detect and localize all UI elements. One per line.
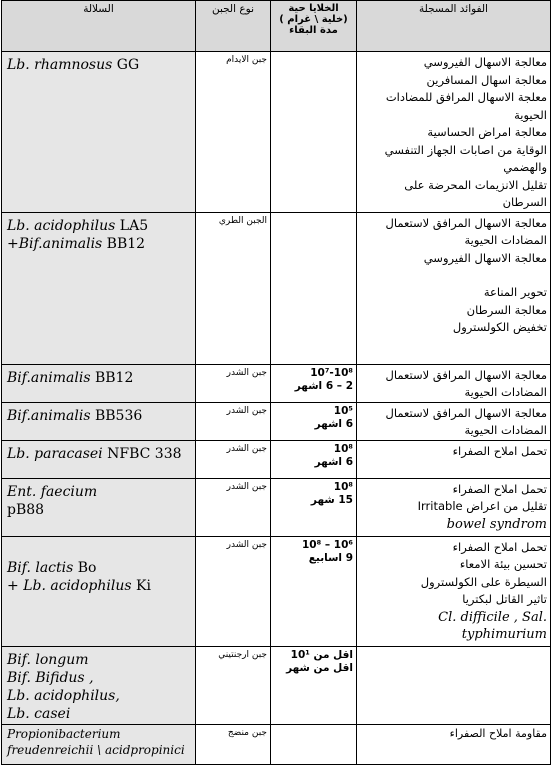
benefits-cell bbox=[357, 402, 551, 440]
benefit-line: معالجة الاسهال المرافق لاستعمال bbox=[385, 367, 547, 382]
strain-text: Bif.animalis bbox=[7, 407, 91, 424]
benefit-line: bowel syndrom bbox=[446, 516, 547, 532]
cells-cell bbox=[271, 724, 357, 764]
cheese-type-cell: جبن الايدام bbox=[196, 52, 271, 213]
strain-cell bbox=[2, 646, 196, 724]
benefit-line: تاثير القاتل لبكتريا bbox=[462, 592, 547, 606]
strain-text: freudenreichii \ acidpropinici bbox=[7, 742, 185, 757]
strain-text: pB88 bbox=[7, 501, 45, 518]
cells-cell bbox=[271, 478, 357, 536]
header-cells-line: (خلية \ غرام ) bbox=[279, 14, 348, 25]
strain-text: BB536 bbox=[90, 407, 143, 424]
strain-cell bbox=[2, 364, 196, 402]
strain-text: Propionibacterium bbox=[7, 726, 121, 741]
benefit-line: تحمل املاح الصفراء bbox=[452, 539, 547, 554]
strain-cell bbox=[2, 440, 196, 478]
header-row bbox=[2, 1, 551, 52]
benefit-line: المضادات الحيوية bbox=[464, 233, 547, 247]
cells-line: 10⁷-10⁸ bbox=[310, 366, 353, 379]
header-cells-line: الخلايا حية bbox=[288, 3, 339, 14]
strain-text: Ki bbox=[131, 577, 151, 594]
header-strain: السلالة bbox=[2, 1, 196, 52]
benefit-line: Cl. difficile , Sal. bbox=[438, 609, 547, 625]
cells-line: 15 شهر bbox=[310, 493, 353, 506]
cheese-type-cell: جبن الشدر bbox=[196, 536, 271, 646]
benefit-line: معالجة السرطان bbox=[466, 302, 547, 317]
benefit-line: السيطرة على الكولسترول bbox=[420, 574, 547, 589]
benefits-cell bbox=[357, 536, 551, 646]
cheese-type-cell: جبن ارجنتيني bbox=[196, 646, 271, 724]
strain-cell bbox=[2, 212, 196, 364]
strain-text: BB12 bbox=[102, 235, 146, 252]
table-row bbox=[2, 402, 551, 440]
benefit-line: معالجة اسهال المسافرين bbox=[426, 72, 547, 87]
benefit-line: معلجة الاسهال المرافق للمضادات bbox=[385, 90, 547, 104]
probiotic-cheese-table bbox=[1, 0, 551, 765]
cells-cell bbox=[271, 52, 357, 213]
table-row bbox=[2, 212, 551, 364]
cells-line: 10⁶ – 10⁸ bbox=[302, 538, 353, 551]
table-row bbox=[2, 440, 551, 478]
cells-line: 10⁵ bbox=[333, 404, 353, 417]
cells-cell bbox=[271, 212, 357, 364]
benefit-line: معالجة الاسهال المرافق لاستعمال bbox=[385, 405, 547, 420]
strain-text: Bif.animalis bbox=[7, 369, 91, 386]
benefit-line: الحيوية bbox=[514, 107, 547, 122]
table-row bbox=[2, 364, 551, 402]
header-cells-line: مدة البقاء bbox=[289, 25, 338, 36]
benefit-line: المضادات الحيوية bbox=[464, 385, 547, 399]
strain-text: Bif. longum bbox=[7, 651, 89, 668]
cells-cell bbox=[271, 646, 357, 724]
cheese-type-cell: جبن الشدر bbox=[196, 440, 271, 478]
table-row bbox=[2, 536, 551, 646]
cells-line: اقل من 10¹ bbox=[290, 648, 353, 661]
benefits-cell bbox=[357, 364, 551, 402]
strain-text: Lb. paracasei bbox=[7, 445, 103, 462]
table-row bbox=[2, 52, 551, 213]
strain-text: Bo bbox=[73, 559, 97, 576]
benefits-cell bbox=[357, 724, 551, 764]
cells-line: 10⁸ bbox=[333, 442, 353, 455]
benefits-cell bbox=[357, 646, 551, 724]
benefit-line: معالجة الاسهال الفيروسي bbox=[423, 55, 547, 69]
strain-cell bbox=[2, 52, 196, 213]
strain-text: Lb. acidophilus bbox=[23, 577, 132, 594]
header-benefits: الفوائد المسجلة bbox=[357, 1, 551, 52]
strain-cell bbox=[2, 724, 196, 764]
benefit-line: تخفيض الكولسترول bbox=[452, 320, 547, 334]
benefits-cell bbox=[357, 478, 551, 536]
cells-cell bbox=[271, 364, 357, 402]
cells-line: 9 اسابيع bbox=[308, 551, 353, 564]
strain-text: Lb. acidophilus, bbox=[7, 687, 120, 704]
strain-text: + bbox=[7, 577, 24, 594]
cells-line: 2 – 6 اشهر bbox=[294, 379, 353, 392]
benefit-line: مقاومة املاح الصفراء bbox=[449, 726, 547, 740]
benefit-line: معالجة الاسهال المرافق لاستعمال bbox=[385, 215, 547, 230]
strain-cell bbox=[2, 478, 196, 536]
table-row bbox=[2, 646, 551, 724]
benefits-cell bbox=[357, 440, 551, 478]
cells-cell bbox=[271, 440, 357, 478]
strain-cell bbox=[2, 536, 196, 646]
benefit-line: السرطان bbox=[502, 195, 547, 209]
benefit-line: تحسين بيئة الامعاء bbox=[459, 557, 547, 571]
table-row bbox=[2, 478, 551, 536]
cheese-type-cell: جبن الشدر bbox=[196, 478, 271, 536]
strain-text: Bif. lactis bbox=[7, 559, 74, 576]
benefit-line: الوقاية من اصابات الجهاز التنفسي bbox=[384, 142, 547, 157]
benefit-line: تقليل الانزيمات المحرضة على bbox=[404, 177, 547, 192]
strain-text: +Bif.animalis bbox=[7, 235, 103, 252]
benefit-line: تقليل من اعراض Irritable bbox=[417, 499, 547, 513]
benefit-line: typhimurium bbox=[461, 627, 547, 642]
benefit-line: تحمل املاح الصفراء bbox=[452, 481, 547, 496]
strain-text: Lb. casei bbox=[7, 705, 71, 722]
benefit-line bbox=[360, 267, 547, 284]
benefit-line: معالجة امراض الحساسية bbox=[427, 125, 547, 139]
benefit-line: المضادات الحيوية bbox=[464, 423, 547, 437]
cheese-type-cell: جبن الشدر bbox=[196, 402, 271, 440]
strain-text: NFBC 338 bbox=[102, 445, 182, 462]
cells-line: 6 اشهر bbox=[314, 455, 353, 468]
benefit-line: تحمل املاح الصفراء bbox=[452, 443, 547, 458]
cells-line: 10⁸ bbox=[333, 480, 353, 493]
benefit-line: تحوير المناعة bbox=[483, 285, 547, 299]
strain-text: Lb. acidophilus bbox=[7, 217, 116, 234]
strain-text: Ent. faecium bbox=[7, 483, 98, 500]
strain-text: BB12 bbox=[90, 369, 134, 386]
strain-text: Bif. Bifidus , bbox=[7, 669, 94, 686]
header-cells bbox=[271, 1, 357, 52]
benefit-line: معالجة الاسهال الفيروسي bbox=[423, 250, 547, 265]
benefit-line: والهضمي bbox=[503, 160, 547, 174]
header-type: نوع الجبن bbox=[196, 1, 271, 52]
cells-cell bbox=[271, 536, 357, 646]
cells-cell bbox=[271, 402, 357, 440]
cells-line: اقل من شهر bbox=[286, 661, 353, 674]
strain-cell bbox=[2, 402, 196, 440]
cheese-type-cell: الجبن الطري bbox=[196, 212, 271, 364]
strain-text: GG bbox=[112, 57, 140, 73]
benefits-cell bbox=[357, 52, 551, 213]
benefits-cell bbox=[357, 212, 551, 364]
cells-line: 6 اشهر bbox=[314, 417, 353, 430]
strain-text: Lb. rhamnosus bbox=[7, 57, 113, 73]
cheese-type-cell: جبن الشدر bbox=[196, 364, 271, 402]
cheese-type-cell: جبن منضج bbox=[196, 724, 271, 764]
strain-text: LA5 bbox=[115, 217, 149, 234]
table-row bbox=[2, 724, 551, 764]
